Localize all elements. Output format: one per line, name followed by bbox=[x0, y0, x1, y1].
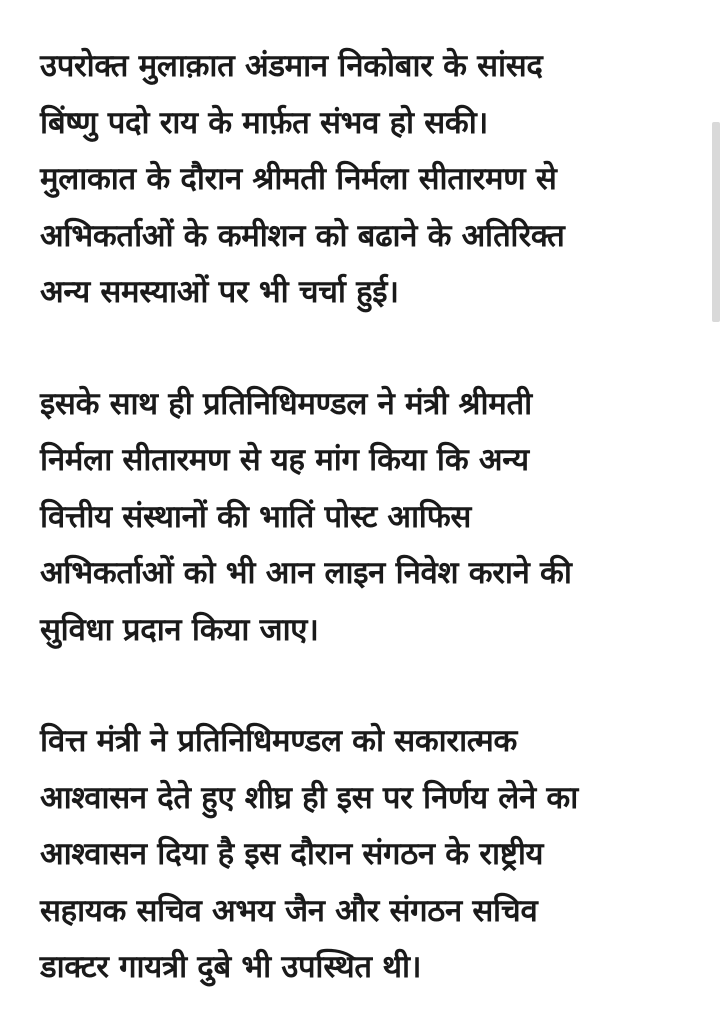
paragraph-minister-assurance bbox=[40, 713, 680, 996]
text-line: आश्वासन देते हुए शीघ्र ही इस पर निर्णय लेने का bbox=[40, 779, 578, 816]
text-line: डाक्टर गायत्री दुबे भी उपस्थित थी। bbox=[40, 949, 422, 985]
paragraph-meeting-details bbox=[40, 38, 680, 321]
text-line: अभिकर्ताओं के कमीशन को बढाने के अतिरिक्त bbox=[40, 217, 565, 254]
paragraph-online-investment-demand bbox=[40, 376, 680, 659]
vertical-scrollbar[interactable] bbox=[710, 122, 720, 322]
text-line: सहायक सचिव अभय जैन और संगठन सचिव bbox=[40, 892, 538, 929]
text-line: मुलाकात के दौरान श्रीमती निर्मला सीतारमण से bbox=[40, 161, 557, 197]
text-line: इसके साथ ही प्रतिनिधिमण्डल ने मंत्री श्रीमती bbox=[40, 385, 532, 422]
paragraph-spacer bbox=[40, 321, 680, 376]
text-line: निर्मला सीतारमण से यह मांग किया कि अन्य bbox=[40, 442, 529, 478]
text-line: आश्वासन दिया है इस दौरान संगठन के राष्ट्रीय bbox=[40, 836, 544, 872]
article-body bbox=[40, 38, 680, 996]
text-line: बिंष्णु पदो राय के मार्फ़त संभव हो सकी। bbox=[40, 104, 488, 141]
text-line: उपरोक्त मुलाक़ात अंडमान निकोबार के सांसद bbox=[40, 48, 543, 84]
scrollbar-thumb[interactable] bbox=[712, 122, 720, 322]
paragraph-spacer bbox=[40, 658, 680, 713]
text-line: अभिकर्ताओं को भी आन लाइन निवेश कराने की bbox=[40, 555, 572, 591]
text-line: वित्तीय संस्थानों की भातिं पोस्ट आफिस bbox=[40, 498, 472, 535]
text-line: वित्त मंत्री ने प्रतिनिधिमण्डल को सकारात्मक bbox=[40, 723, 517, 759]
text-line: अन्य समस्याओं पर भी चर्चा हुई। bbox=[40, 274, 399, 310]
text-line: सुविधा प्रदान किया जाए। bbox=[40, 611, 319, 648]
